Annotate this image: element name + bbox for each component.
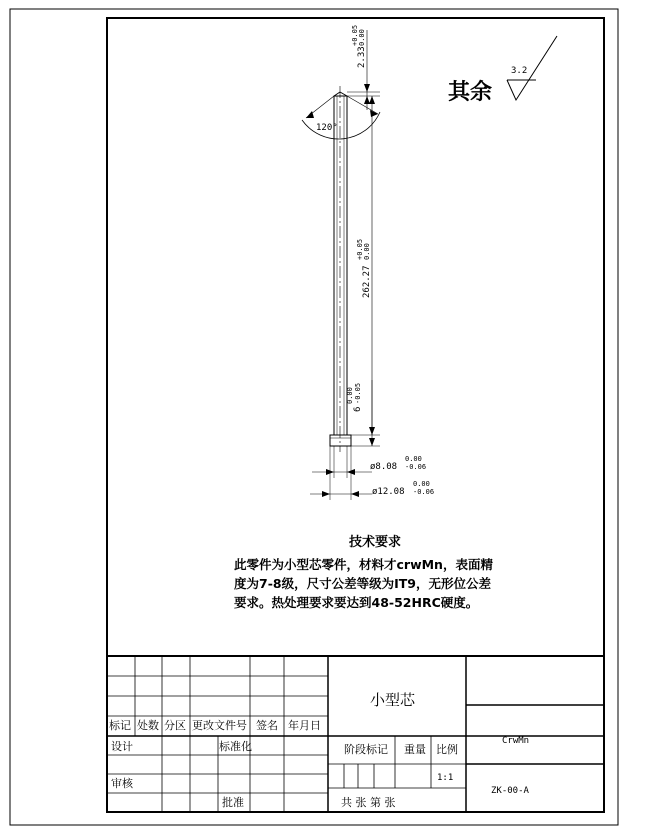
svg-text:共 张 第 张: 共 张 第 张: [341, 796, 396, 809]
material: CrwMn: [502, 736, 530, 746]
svg-text:2.33: 2.33: [357, 46, 367, 68]
dim-top-length: [351, 25, 367, 68]
svg-text:+0.05: +0.05: [351, 24, 359, 46]
svg-text:0.00: 0.00: [346, 387, 354, 404]
svg-text:重量: 重量: [404, 743, 426, 756]
svg-text:0.00: 0.00: [413, 480, 430, 488]
svg-text:ø8.08: ø8.08: [370, 462, 398, 472]
svg-text:阶段标记: 阶段标记: [344, 743, 388, 756]
svg-text:标准化: 标准化: [219, 740, 252, 753]
svg-text:更改文件号: 更改文件号: [192, 719, 247, 732]
svg-text:比例: 比例: [436, 743, 458, 756]
tech-line-3: 要求。热处理要求要达到48-52HRC硬度。: [234, 595, 479, 610]
svg-text:0.00: 0.00: [358, 29, 366, 46]
svg-text:-0.05: -0.05: [354, 382, 362, 404]
svg-text:ø12.08: ø12.08: [372, 487, 405, 497]
svg-text:3.2: 3.2: [511, 66, 528, 76]
svg-text:0.00: 0.00: [363, 243, 371, 260]
tech-line-1: 此零件为小型芯零件，材料才crwMn，表面精: [234, 557, 493, 572]
tech-title: 技术要求: [349, 535, 402, 550]
part-name: 小型芯: [370, 691, 416, 709]
head-outline: [330, 435, 351, 446]
svg-text:+0.05: +0.05: [356, 238, 364, 260]
dim-head-length: [346, 383, 363, 412]
svg-text:签名: 签名: [256, 719, 278, 732]
svg-text:0.00: 0.00: [405, 455, 422, 463]
svg-text:标记: 标记: [109, 719, 131, 732]
svg-text:设计: 设计: [111, 740, 133, 753]
svg-text:其余: 其余: [448, 80, 493, 105]
drawing-number: ZK-00-A: [491, 786, 529, 796]
svg-text:批准: 批准: [222, 796, 244, 809]
svg-text:-0.06: -0.06: [405, 463, 427, 471]
svg-text:-0.06: -0.06: [413, 488, 435, 496]
inner-frame: [107, 18, 604, 812]
svg-text:年月日: 年月日: [288, 719, 321, 732]
dim-angle: 120°: [316, 123, 338, 133]
svg-text:分区: 分区: [164, 719, 186, 732]
shaft-outline: [334, 96, 347, 435]
dim-shaft-dia: [370, 455, 426, 472]
dim-head-dia: [372, 480, 434, 497]
tech-line-2: 度为7-8级，尺寸公差等级为IT9，无形位公差: [234, 576, 491, 591]
tech-requirements: [234, 534, 493, 610]
title-block-labels: [109, 718, 458, 809]
dim-main-length: [356, 239, 372, 298]
scale: 1:1: [437, 773, 454, 783]
svg-text:审核: 审核: [111, 777, 133, 790]
svg-text:6: 6: [353, 406, 363, 412]
angle-arc: [302, 112, 380, 139]
roughness-symbol: [448, 36, 557, 105]
svg-text:处数: 处数: [137, 719, 159, 732]
svg-text:262.27: 262.27: [362, 265, 372, 298]
title-block: [107, 656, 604, 812]
